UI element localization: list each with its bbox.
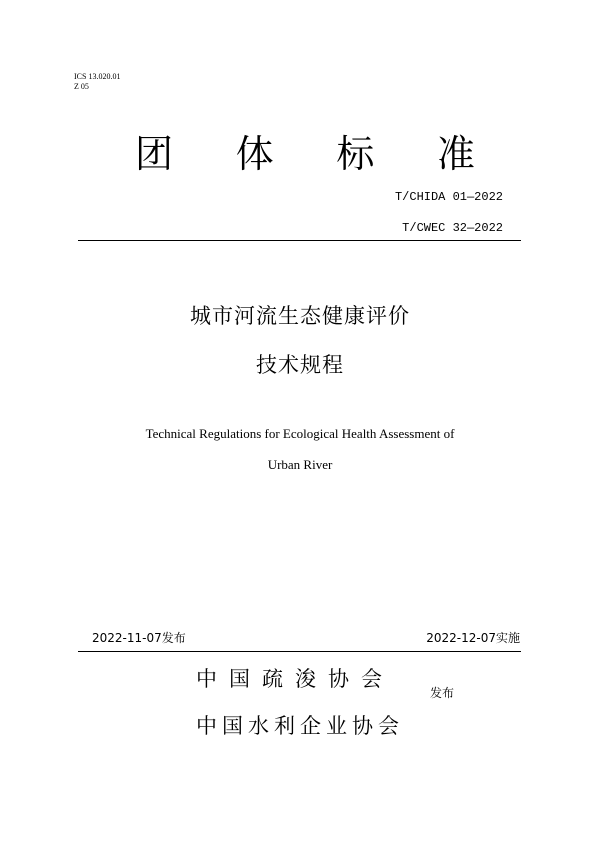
standard-type-char: 准 — [436, 132, 475, 176]
standard-type-char: 体 — [235, 132, 274, 176]
standard-type-char: 团 — [135, 132, 174, 176]
ics-classification — [74, 72, 120, 92]
effective-date: 2022-12-07实施 — [426, 631, 520, 645]
issuer-water-enterprise-association: 中国水利企业协会 — [196, 714, 404, 738]
ics-code: ICS 13.020.01 — [74, 72, 121, 81]
standard-code-chida: T/CHIDA 01—2022 — [394, 190, 503, 204]
en-title-line2: Urban River — [267, 457, 333, 472]
en-title-line1: Technical Regulations for Ecological Health Assessment of — [145, 426, 455, 441]
cn-title-line2: 技术规程 — [256, 353, 344, 377]
issuer-dredging-association: 中国疏浚协会 — [196, 667, 394, 691]
standard-type-heading — [135, 131, 475, 177]
cn-title-line1: 城市河流生态健康评价 — [190, 304, 410, 328]
standard-code-cwec: T/CWEC 32—2022 — [402, 221, 503, 235]
publish-date: 2022-11-07发布 — [92, 631, 186, 645]
top-divider — [78, 240, 521, 241]
ccs-code: Z 05 — [74, 82, 89, 91]
bottom-divider — [78, 651, 521, 652]
standard-type-char: 标 — [336, 132, 375, 176]
issue-label: 发布 — [430, 686, 455, 700]
